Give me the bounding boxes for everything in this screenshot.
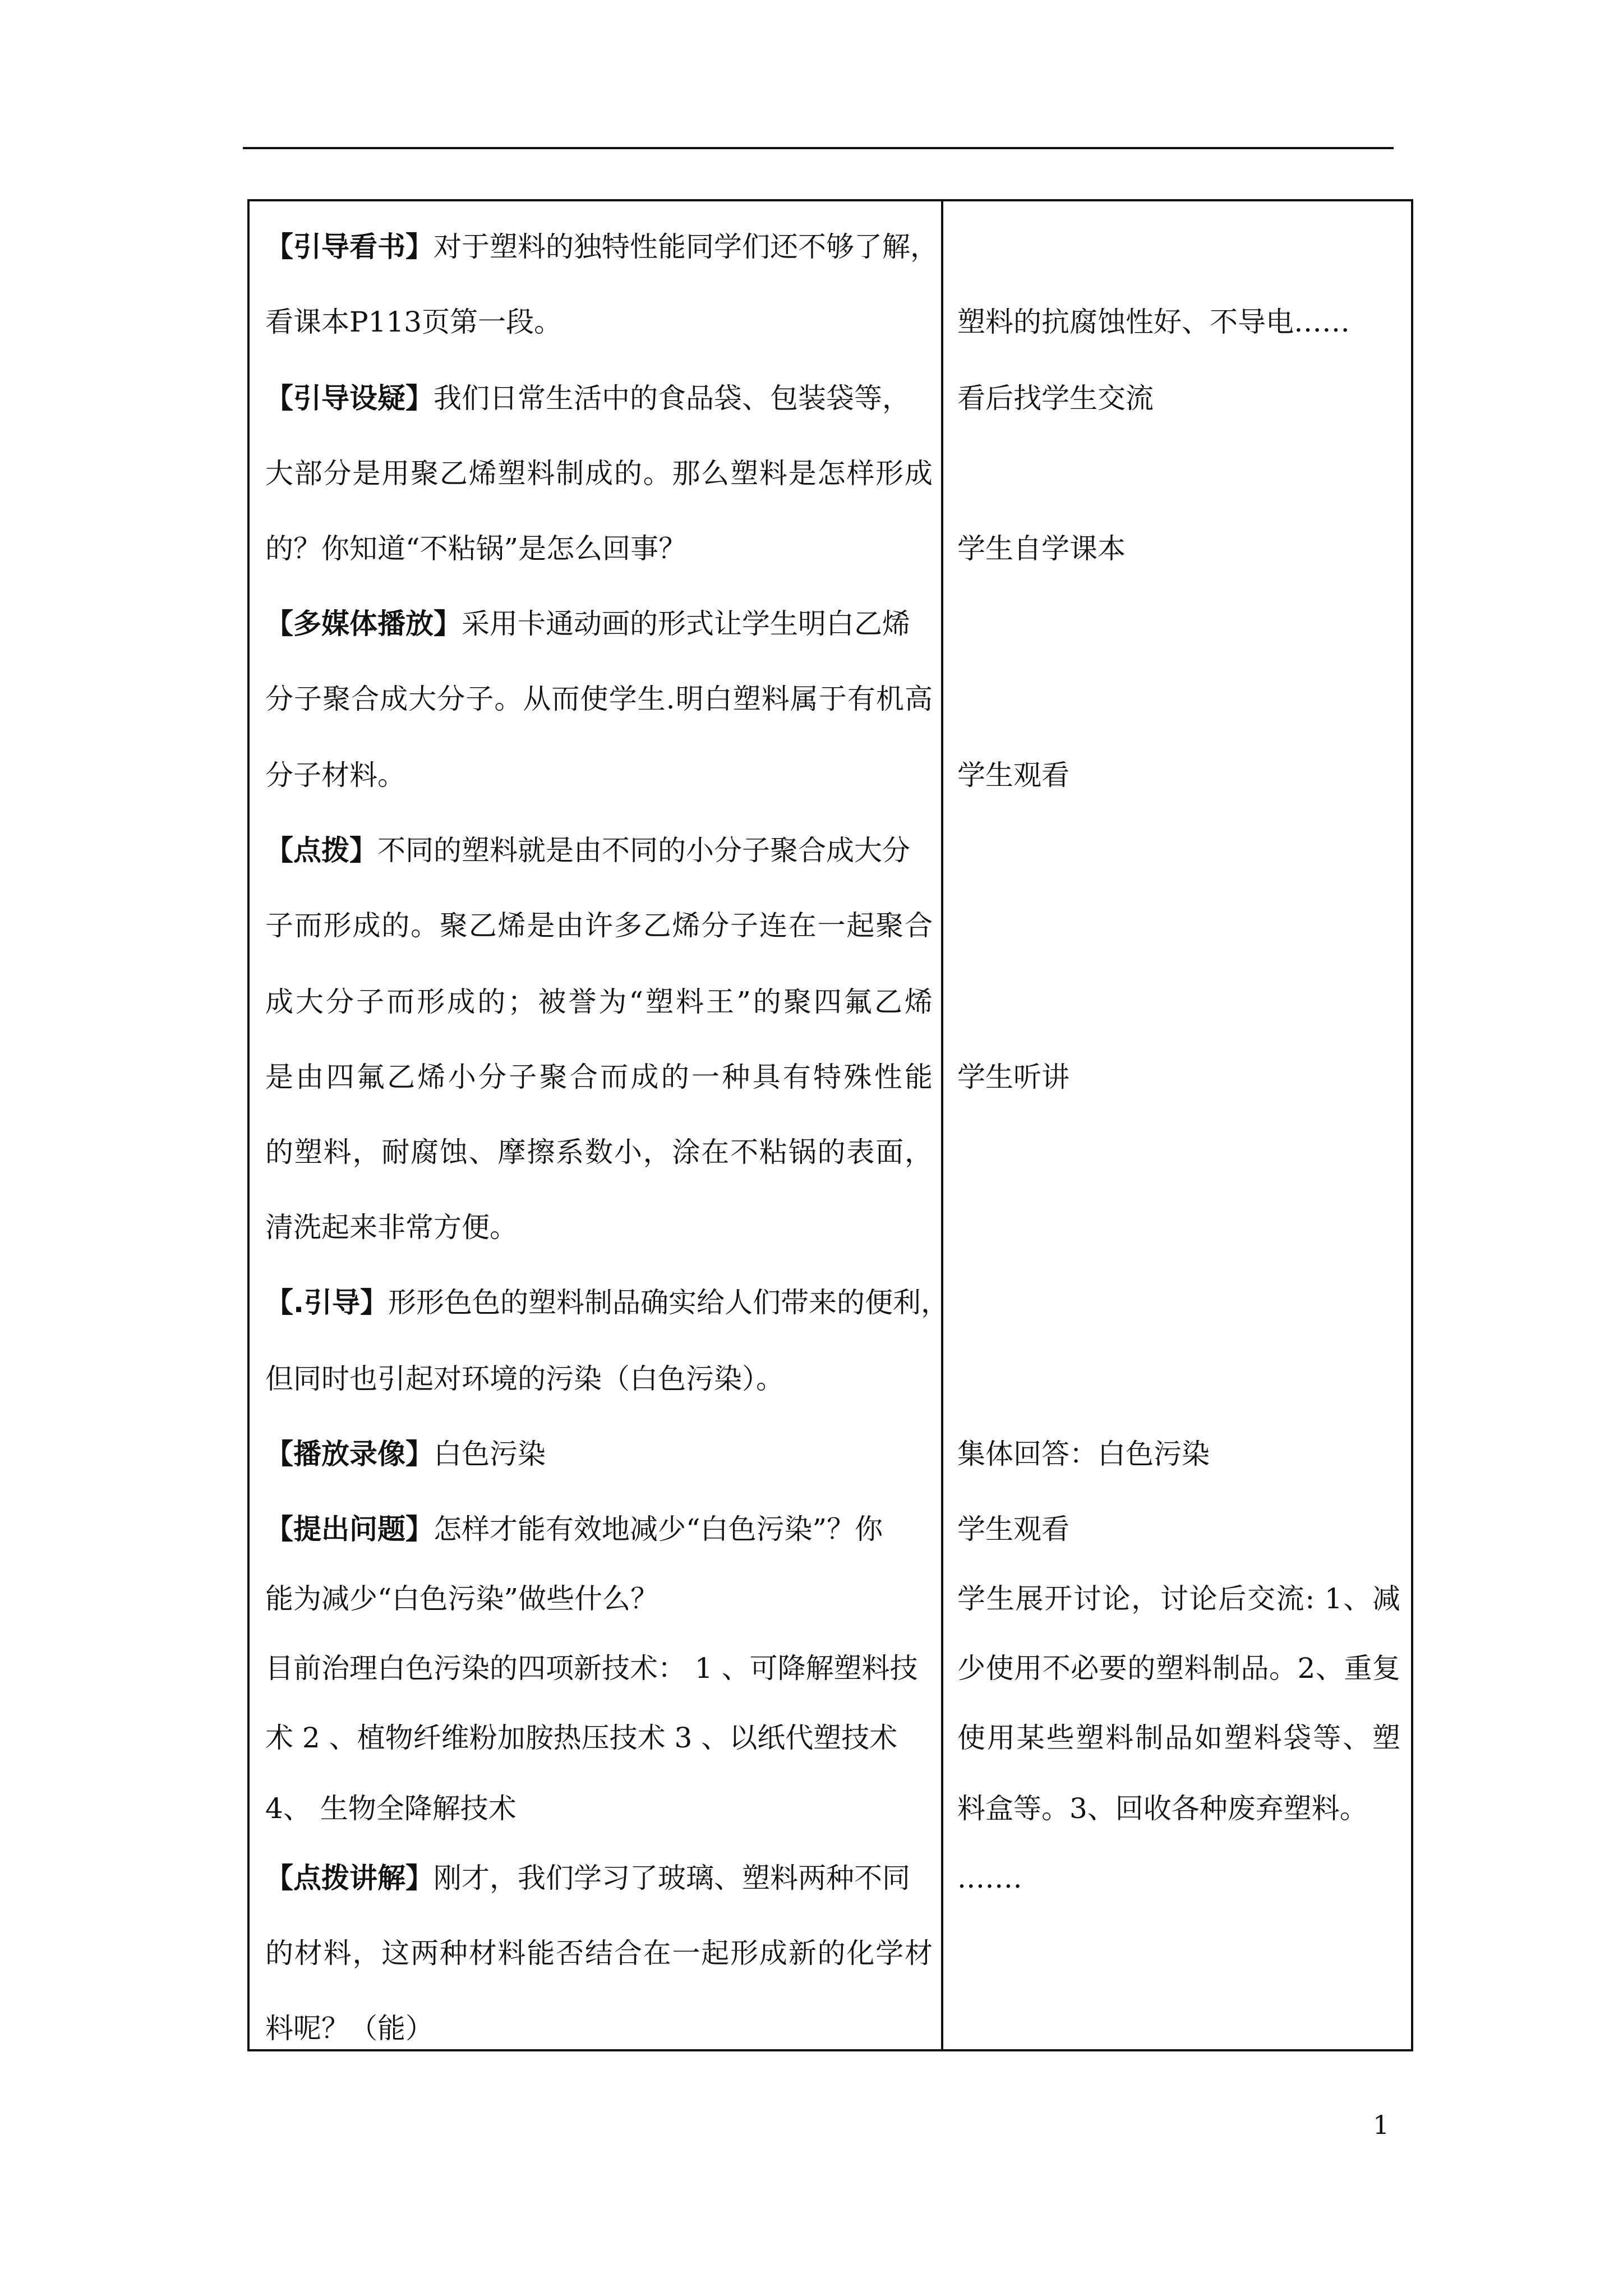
text-line: 集体回答：白色污染 xyxy=(957,1438,1210,1470)
section-text: 我们日常生活中的食品袋、包装袋等， xyxy=(434,382,910,415)
text-line: 的？你知道“不粘锅”是怎么回事？ xyxy=(265,532,687,565)
text-line: 使用某些塑料制品如塑料袋等、塑 xyxy=(957,1722,1400,1754)
text-line: 塑料的抗腐蚀性好、不导电…… xyxy=(957,306,1350,338)
text-line: 目前治理白色污染的四项新技术： 1 、可降解塑料技 xyxy=(265,1652,918,1685)
text-line xyxy=(265,1511,933,1548)
text-line: 分子材料。 xyxy=(265,759,405,792)
text-line xyxy=(265,1435,933,1473)
text-line: 但同时也引起对环境的污染（白色污染）。 xyxy=(265,1363,784,1395)
section-text: 白色污染 xyxy=(434,1438,546,1470)
text-line: 看后找学生交流 xyxy=(957,382,1154,415)
text-line xyxy=(265,380,933,417)
header-rule xyxy=(243,147,1394,149)
text-line: 料呢？（能） xyxy=(265,2012,434,2045)
section-tag: 【引导设疑】 xyxy=(265,382,434,415)
section-text: 采用卡通动画的形式让学生明白乙烯 xyxy=(462,608,910,640)
section-text: 不同的塑料就是由不同的小分子聚合成大分 xyxy=(377,834,910,867)
text-line: 分子聚合成大分子。从而使学生.明白塑料属于有机高 xyxy=(265,683,933,715)
text-line: 术 2 、植物纤维粉加胺热压技术 3 、以纸代塑技术 xyxy=(265,1722,898,1754)
text-line: 成大分子而形成的；被誉为“塑料王”的聚四氟乙烯 xyxy=(265,986,933,1018)
page-number: 1 xyxy=(1373,2110,1390,2140)
text-line: 学生自学课本 xyxy=(957,532,1126,565)
section-tag: 【引导看书】 xyxy=(265,231,434,263)
text-line: 看课本P113页第一段。 xyxy=(265,306,562,338)
section-text: 对于塑料的独特性能同学们还不够了解， xyxy=(434,231,938,263)
section-tag: 【.引导】 xyxy=(265,1286,388,1319)
text-line: 能为减少“白色污染”做些什么？ xyxy=(265,1582,659,1615)
section-tag: 【播放录像】 xyxy=(265,1438,434,1470)
section-tag: 【多媒体播放】 xyxy=(265,608,462,640)
text-line: 学生观看 xyxy=(957,1513,1069,1545)
text-line: 学生观看 xyxy=(957,759,1069,792)
text-line: 4、 生物全降解技术 xyxy=(265,1792,517,1825)
section-text: 怎样才能有效地减少“白色污染”？你 xyxy=(434,1513,883,1545)
text-line: 的材料，这两种材料能否结合在一起形成新的化学材 xyxy=(265,1937,933,1970)
text-line xyxy=(265,1860,933,1897)
section-text: 刚才，我们学习了玻璃、塑料两种不同 xyxy=(434,1862,910,1894)
text-line xyxy=(265,228,938,265)
text-line: 学生展开讨论，讨论后交流: 1、减 xyxy=(957,1582,1400,1615)
text-line: 学生听讲 xyxy=(957,1061,1069,1093)
section-tag: 【点拨讲解】 xyxy=(265,1862,434,1894)
text-line: 是由四氟乙烯小分子聚合而成的一种具有特殊性能 xyxy=(265,1061,933,1093)
text-line: 子而形成的。聚乙烯是由许多乙烯分子连在一起聚合 xyxy=(265,909,933,942)
text-line xyxy=(265,832,933,869)
section-tag: 【提出问题】 xyxy=(265,1513,434,1545)
section-tag: 【点拨】 xyxy=(265,834,377,867)
text-line xyxy=(265,605,933,642)
text-line: .…… xyxy=(957,1862,1022,1894)
text-line: 少使用不必要的塑料制品。2、重复 xyxy=(957,1652,1400,1685)
section-text: 形形色色的塑料制品确实给人们带来的便利， xyxy=(388,1286,949,1319)
lesson-table xyxy=(247,199,1413,2051)
text-line: 清洗起来非常方便。 xyxy=(265,1211,518,1244)
text-line: 的塑料，耐腐蚀、摩擦系数小，涂在不粘锅的表面， xyxy=(265,1136,933,1168)
text-line xyxy=(265,1284,949,1321)
text-line: 大部分是用聚乙烯塑料制成的。那么塑料是怎样形成 xyxy=(265,457,933,490)
text-line: 料盒等。3、回收各种废弃塑料。 xyxy=(957,1792,1368,1825)
column-divider xyxy=(941,201,943,2049)
